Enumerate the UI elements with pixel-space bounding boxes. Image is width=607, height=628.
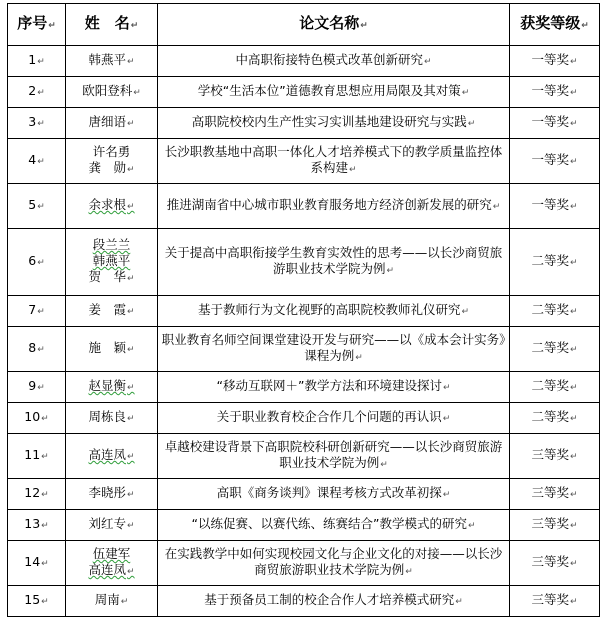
author-name: 韩燕平 bbox=[92, 253, 131, 268]
cell-title: 学校“生活本位”道德教育思想应用局限及其对策↵ bbox=[158, 77, 510, 108]
cell-award: 一等奖↵ bbox=[510, 184, 600, 229]
author-name: 唐细语↵ bbox=[88, 114, 135, 129]
header-award: 获奖等级↵ bbox=[510, 4, 600, 46]
table-row bbox=[8, 586, 600, 617]
table-body bbox=[8, 46, 600, 617]
cell-title: “以练促赛、以赛代练、练赛结合”教学模式的研究↵ bbox=[158, 510, 510, 541]
cell-name bbox=[66, 296, 158, 327]
cell-title: 关于职业教育校企合作几个问题的再认识↵ bbox=[158, 403, 510, 434]
cell-title: “移动互联网＋”教学方法和环境建设探讨↵ bbox=[158, 372, 510, 403]
table-row bbox=[8, 327, 600, 372]
table-row bbox=[8, 479, 600, 510]
table-row bbox=[8, 434, 600, 479]
cell-award: 三等奖↵ bbox=[510, 541, 600, 586]
author-name: 龚 勋↵ bbox=[88, 160, 135, 175]
cell-award: 三等奖↵ bbox=[510, 434, 600, 479]
cell-no: 8↵ bbox=[8, 327, 66, 372]
cell-title: 职业教育名师空间课堂建设开发与研究——以《成本会计实务》课程为例↵ bbox=[158, 327, 510, 372]
cell-title: 关于提高中高职衔接学生教育实效性的思考——以长沙商贸旅游职业技术学院为例↵ bbox=[158, 229, 510, 296]
author-name: 段兰兰 bbox=[92, 237, 131, 252]
cell-no: 4↵ bbox=[8, 139, 66, 184]
header-title: 论文名称↵ bbox=[158, 4, 510, 46]
awards-table bbox=[7, 3, 600, 617]
author-name: 贺 华↵ bbox=[88, 269, 135, 284]
cell-name bbox=[66, 46, 158, 77]
cell-name bbox=[66, 77, 158, 108]
author-name: 余求根↵ bbox=[88, 197, 135, 212]
table-row bbox=[8, 403, 600, 434]
cell-award: 二等奖↵ bbox=[510, 372, 600, 403]
cell-name bbox=[66, 541, 158, 586]
cell-name bbox=[66, 139, 158, 184]
cell-no: 7↵ bbox=[8, 296, 66, 327]
cell-name bbox=[66, 184, 158, 229]
cell-name bbox=[66, 586, 158, 617]
cell-no: 5↵ bbox=[8, 184, 66, 229]
cell-title: 长沙职教基地中高职一体化人才培养模式下的教学质量监控体系构建↵ bbox=[158, 139, 510, 184]
author-name: 周南↵ bbox=[94, 592, 129, 607]
cell-award: 二等奖↵ bbox=[510, 327, 600, 372]
cell-no: 14↵ bbox=[8, 541, 66, 586]
table-row bbox=[8, 46, 600, 77]
cell-title: 卓越校建设背景下高职院校科研创新研究——以长沙商贸旅游职业技术学院为例↵ bbox=[158, 434, 510, 479]
cell-title: 基于教师行为文化视野的高职院校教师礼仪研究↵ bbox=[158, 296, 510, 327]
cell-name bbox=[66, 327, 158, 372]
author-name: 高连凤↵ bbox=[88, 562, 135, 577]
author-name: 韩燕平↵ bbox=[88, 52, 135, 67]
cell-title: 中高职衔接特色模式改革创新研究↵ bbox=[158, 46, 510, 77]
cell-award: 一等奖↵ bbox=[510, 108, 600, 139]
cell-name bbox=[66, 434, 158, 479]
author-name: 伍建军 bbox=[92, 546, 131, 561]
cell-name bbox=[66, 372, 158, 403]
cell-title: 推进湖南省中心城市职业教育服务地方经济创新发展的研究↵ bbox=[158, 184, 510, 229]
author-name: 周栋良↵ bbox=[88, 409, 135, 424]
author-name: 许名勇 bbox=[92, 144, 131, 159]
author-name: 欧阳登科↵ bbox=[82, 83, 141, 98]
header-row bbox=[8, 4, 600, 46]
cell-award: 一等奖↵ bbox=[510, 139, 600, 184]
cell-no: 11↵ bbox=[8, 434, 66, 479]
cell-no: 1↵ bbox=[8, 46, 66, 77]
header-no: 序号↵ bbox=[8, 4, 66, 46]
cell-award: 二等奖↵ bbox=[510, 403, 600, 434]
cell-name bbox=[66, 403, 158, 434]
cell-award: 二等奖↵ bbox=[510, 229, 600, 296]
cell-title: 高职院校校内生产性实习实训基地建设研究与实践↵ bbox=[158, 108, 510, 139]
table-row bbox=[8, 108, 600, 139]
table-row bbox=[8, 296, 600, 327]
table-row bbox=[8, 184, 600, 229]
table-row bbox=[8, 372, 600, 403]
cell-name bbox=[66, 510, 158, 541]
author-name: 李晓彤↵ bbox=[88, 485, 135, 500]
cell-no: 13↵ bbox=[8, 510, 66, 541]
table-row bbox=[8, 139, 600, 184]
author-name: 施 颖↵ bbox=[88, 340, 135, 355]
cell-title: 在实践教学中如何实现校园文化与企业文化的对接——以长沙商贸旅游职业技术学院为例↵ bbox=[158, 541, 510, 586]
cell-award: 一等奖↵ bbox=[510, 46, 600, 77]
cell-name bbox=[66, 479, 158, 510]
cell-no: 9↵ bbox=[8, 372, 66, 403]
cell-no: 12↵ bbox=[8, 479, 66, 510]
cell-award: 三等奖↵ bbox=[510, 586, 600, 617]
cell-no: 6↵ bbox=[8, 229, 66, 296]
cell-no: 10↵ bbox=[8, 403, 66, 434]
header-name: 姓 名↵ bbox=[66, 4, 158, 46]
table-row bbox=[8, 541, 600, 586]
author-name: 高连凤↵ bbox=[88, 447, 135, 462]
cell-no: 2↵ bbox=[8, 77, 66, 108]
cell-no: 3↵ bbox=[8, 108, 66, 139]
table-row bbox=[8, 77, 600, 108]
table-row bbox=[8, 510, 600, 541]
cell-title: 高职《商务谈判》课程考核方式改革初探↵ bbox=[158, 479, 510, 510]
cell-name bbox=[66, 229, 158, 296]
cell-award: 三等奖↵ bbox=[510, 510, 600, 541]
cell-no: 15↵ bbox=[8, 586, 66, 617]
table-row bbox=[8, 229, 600, 296]
cell-title: 基于预备员工制的校企合作人才培养模式研究↵ bbox=[158, 586, 510, 617]
author-name: 刘红专↵ bbox=[88, 516, 135, 531]
cell-award: 三等奖↵ bbox=[510, 479, 600, 510]
author-name: 赵显衡↵ bbox=[88, 378, 135, 393]
cell-name bbox=[66, 108, 158, 139]
cell-award: 二等奖↵ bbox=[510, 296, 600, 327]
author-name: 姜 霞↵ bbox=[88, 302, 135, 317]
cell-award: 一等奖↵ bbox=[510, 77, 600, 108]
